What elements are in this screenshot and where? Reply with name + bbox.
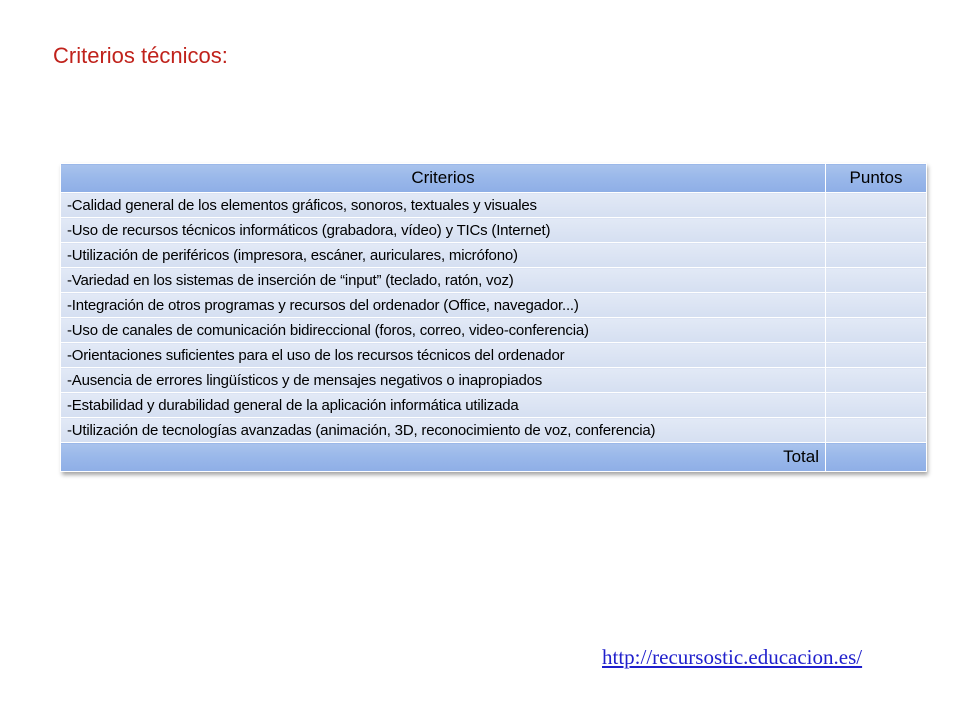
- table-row: [61, 393, 927, 418]
- table-row: [61, 418, 927, 443]
- criterio-cell: -Orientaciones suficientes para el uso de los recursos técnicos del ordenador: [61, 343, 826, 368]
- criteria-table-container: [60, 163, 926, 472]
- criterio-cell: -Integración de otros programas y recursos del ordenador (Office, navegador...): [61, 293, 826, 318]
- puntos-cell: [826, 393, 927, 418]
- criterio-cell: -Ausencia de errores lingüísticos y de mensajes negativos o inapropiados: [61, 368, 826, 393]
- criterio-cell: -Uso de canales de comunicación bidireccional (foros, correo, video-conferencia): [61, 318, 826, 343]
- total-value: [826, 443, 927, 472]
- table-row: [61, 318, 927, 343]
- criteria-table: [60, 163, 927, 472]
- puntos-cell: [826, 343, 927, 368]
- puntos-cell: [826, 368, 927, 393]
- header-puntos: Puntos: [826, 164, 927, 193]
- puntos-cell: [826, 318, 927, 343]
- table-row: [61, 218, 927, 243]
- table-row: [61, 268, 927, 293]
- puntos-cell: [826, 243, 927, 268]
- slide-title: Criterios técnicos:: [53, 43, 228, 68]
- table-row: [61, 193, 927, 218]
- puntos-cell: [826, 218, 927, 243]
- criterio-cell: -Utilización de tecnologías avanzadas (animación, 3D, reconocimiento de voz, conferencia): [61, 418, 826, 443]
- table-row: [61, 343, 927, 368]
- table-row: [61, 243, 927, 268]
- total-label: Total: [61, 443, 826, 472]
- source-link[interactable]: http://recursostic.educacion.es/: [602, 645, 863, 669]
- table-row: [61, 368, 927, 393]
- criterio-cell: -Utilización de periféricos (impresora, escáner, auriculares, micrófono): [61, 243, 826, 268]
- criterio-cell: -Estabilidad y durabilidad general de la aplicación informática utilizada: [61, 393, 826, 418]
- criterio-cell: -Uso de recursos técnicos informáticos (grabadora, vídeo) y TICs (Internet): [61, 218, 826, 243]
- criterio-cell: -Variedad en los sistemas de inserción de “input” (teclado, ratón, voz): [61, 268, 826, 293]
- header-criterios: Criterios: [61, 164, 826, 193]
- total-row: [61, 443, 927, 472]
- puntos-cell: [826, 418, 927, 443]
- table-row: [61, 293, 927, 318]
- puntos-cell: [826, 193, 927, 218]
- table-header-row: [61, 164, 927, 193]
- puntos-cell: [826, 293, 927, 318]
- puntos-cell: [826, 268, 927, 293]
- criterio-cell: -Calidad general de los elementos gráficos, sonoros, textuales y visuales: [61, 193, 826, 218]
